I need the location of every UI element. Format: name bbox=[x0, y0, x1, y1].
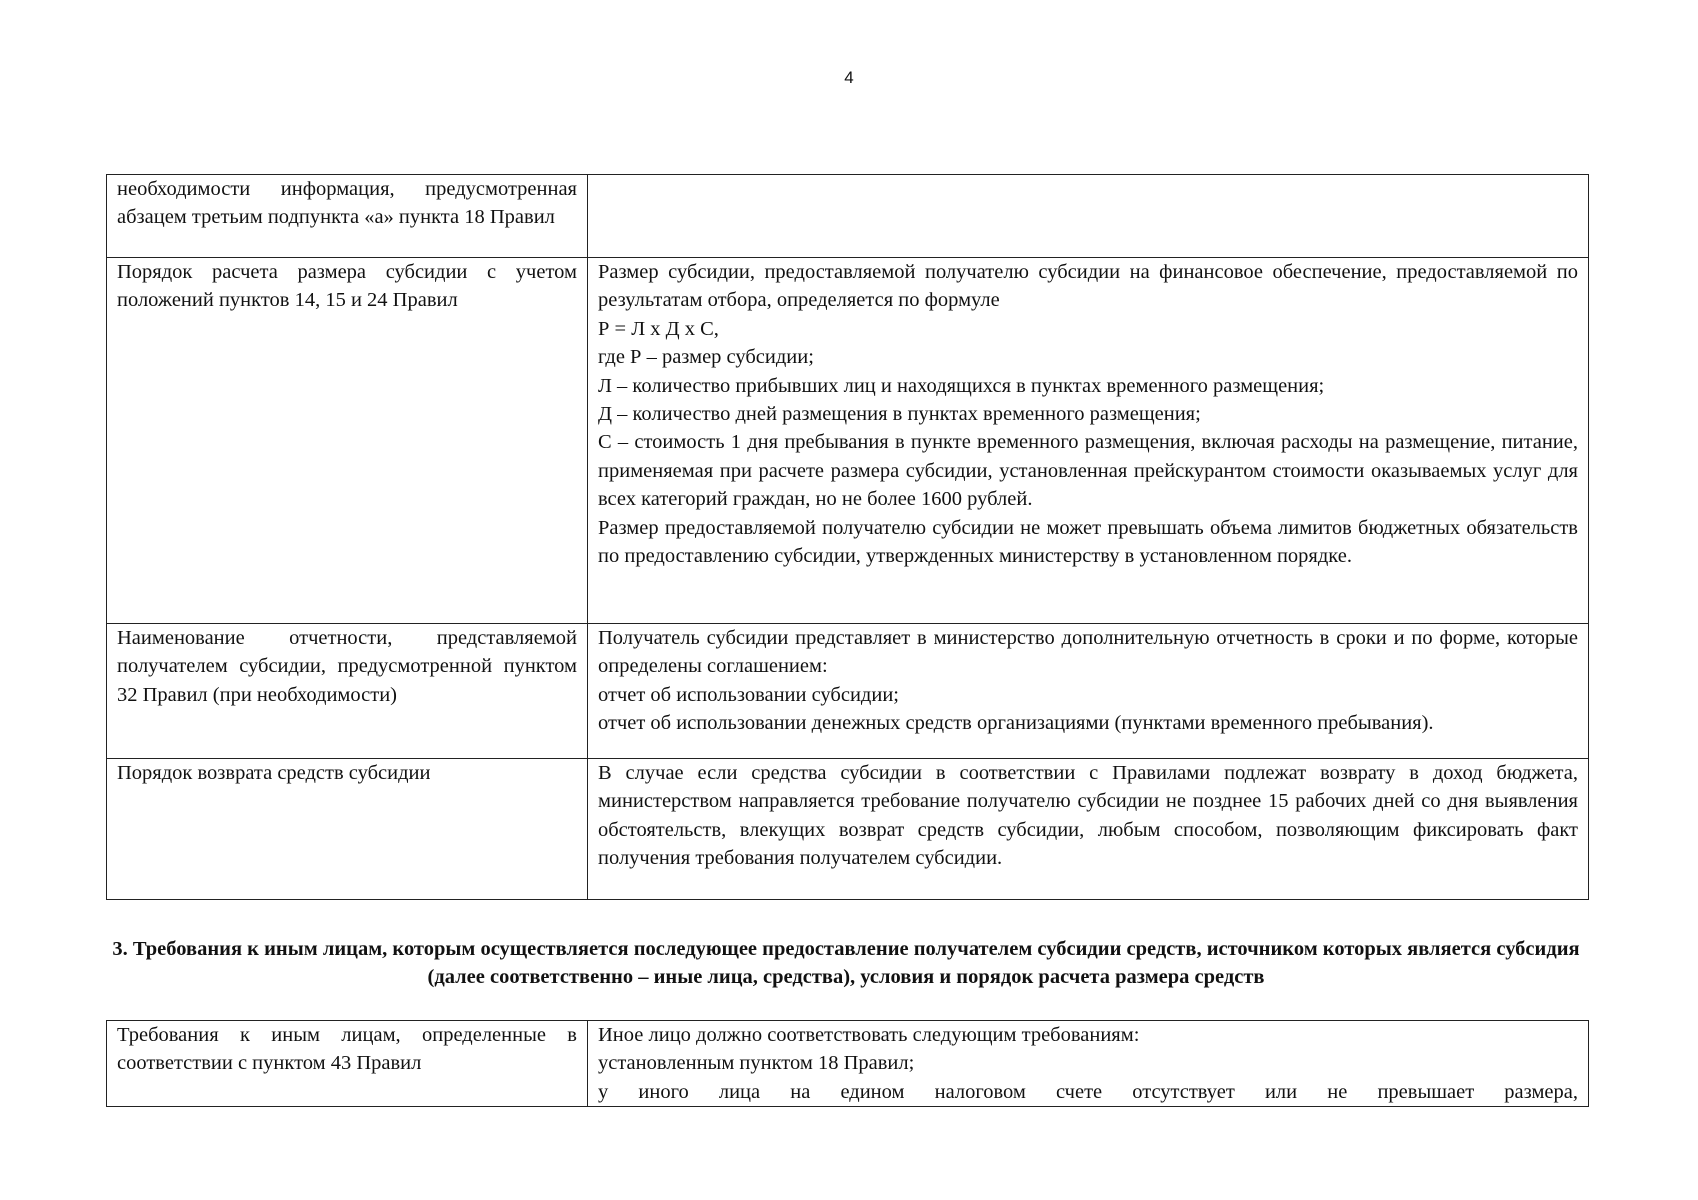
paragraph: Д – количество дней размещения в пунктах временного размещения; bbox=[598, 403, 1201, 426]
row-content bbox=[588, 624, 1589, 759]
paragraph: С – стоимость 1 дня пребывания в пункте временного размещения, включая расходы на размещение, питание, применяемая при расчете размера субсидии, установленная прейскурантом стоимости оказываемых услуг для всех категорий граждан, но не более 1600 рублей. bbox=[598, 431, 1578, 511]
paragraph: Получатель субсидии представляет в министерство дополнительную отчетность в сроки и по форме, которые определены соглашением: bbox=[598, 627, 1578, 678]
table-row bbox=[107, 258, 1589, 624]
cell-text: Порядок расчета размера субсидии с учетом положений пунктов 14, 15 и 24 Правил bbox=[117, 261, 577, 312]
row-content bbox=[588, 258, 1589, 624]
row-label bbox=[107, 759, 588, 900]
paragraph: В случае если средства субсидии в соответствии с Правилами подлежат возврату в доход бюджета, министерством направляется требование получателю субсидии не позднее 15 рабочих дней со дня выявления обстоятельств, влекущих возврат средств субсидии, любым способом, позволяющим фиксировать факт получения требования получателем субсидии. bbox=[598, 762, 1578, 870]
requirements-table bbox=[106, 1020, 1589, 1107]
terms-table bbox=[106, 174, 1589, 900]
table-row bbox=[107, 759, 1589, 900]
page-number: 4 bbox=[844, 68, 854, 87]
table-row bbox=[107, 624, 1589, 759]
cell-text: Требования к иным лицам, определенные в соответствии с пунктом 43 Правил bbox=[117, 1024, 577, 1075]
paragraph: Иное лицо должно соответствовать следующим требованиям: bbox=[598, 1024, 1140, 1046]
cell-text: Наименование отчетности, представляемой получателем субсидии, предусмотренной пунктом 32 Правил (при необходимости) bbox=[117, 627, 577, 706]
paragraph: Л – количество прибывших лиц и находящихся в пунктах временного размещения; bbox=[598, 374, 1325, 397]
paragraph: отчет об использовании денежных средств организациями (пунктами временного пребывания). bbox=[598, 712, 1434, 735]
row-content bbox=[588, 1021, 1589, 1107]
row-content bbox=[588, 175, 1589, 258]
paragraph: Размер предоставляемой получателю субсидии не может превышать объема лимитов бюджетных обязательств по предоставлению субсидии, утвержденных министерству в установленном порядке. bbox=[598, 516, 1578, 568]
paragraph: установленным пунктом 18 Правил; bbox=[598, 1052, 915, 1075]
paragraph: Размер субсидии, предоставляемой получателю субсидии на финансовое обеспечение, предоставляемой по результатам отбора, определяется по формуле bbox=[598, 261, 1578, 312]
row-label bbox=[107, 258, 588, 624]
cell-text: Порядок возврата средств субсидии bbox=[117, 762, 431, 784]
row-label bbox=[107, 624, 588, 759]
paragraph: отчет об использовании субсидии; bbox=[598, 683, 899, 706]
formula: Р = Л х Д х С, bbox=[598, 317, 719, 340]
cell-text: необходимости информация, предусмотренная абзацем третьим подпункта «а» пункта 18 Правил bbox=[117, 178, 577, 229]
paragraph: у иного лица на едином налоговом счете отсутствует или не превышает размера, bbox=[598, 1080, 1578, 1103]
row-label bbox=[107, 175, 588, 258]
table-row bbox=[107, 1021, 1589, 1107]
row-content bbox=[588, 759, 1589, 900]
row-label bbox=[107, 1021, 588, 1107]
paragraph: где Р – размер субсидии; bbox=[598, 346, 814, 369]
section-heading: 3. Требования к иным лицам, которым осуществляется последующее предоставление получателем субсидии средств, источником которых является субсидия (далее соответственно – иные лица, средства), условия и порядок расчета размера средств bbox=[112, 938, 1580, 988]
table-row bbox=[107, 175, 1589, 258]
